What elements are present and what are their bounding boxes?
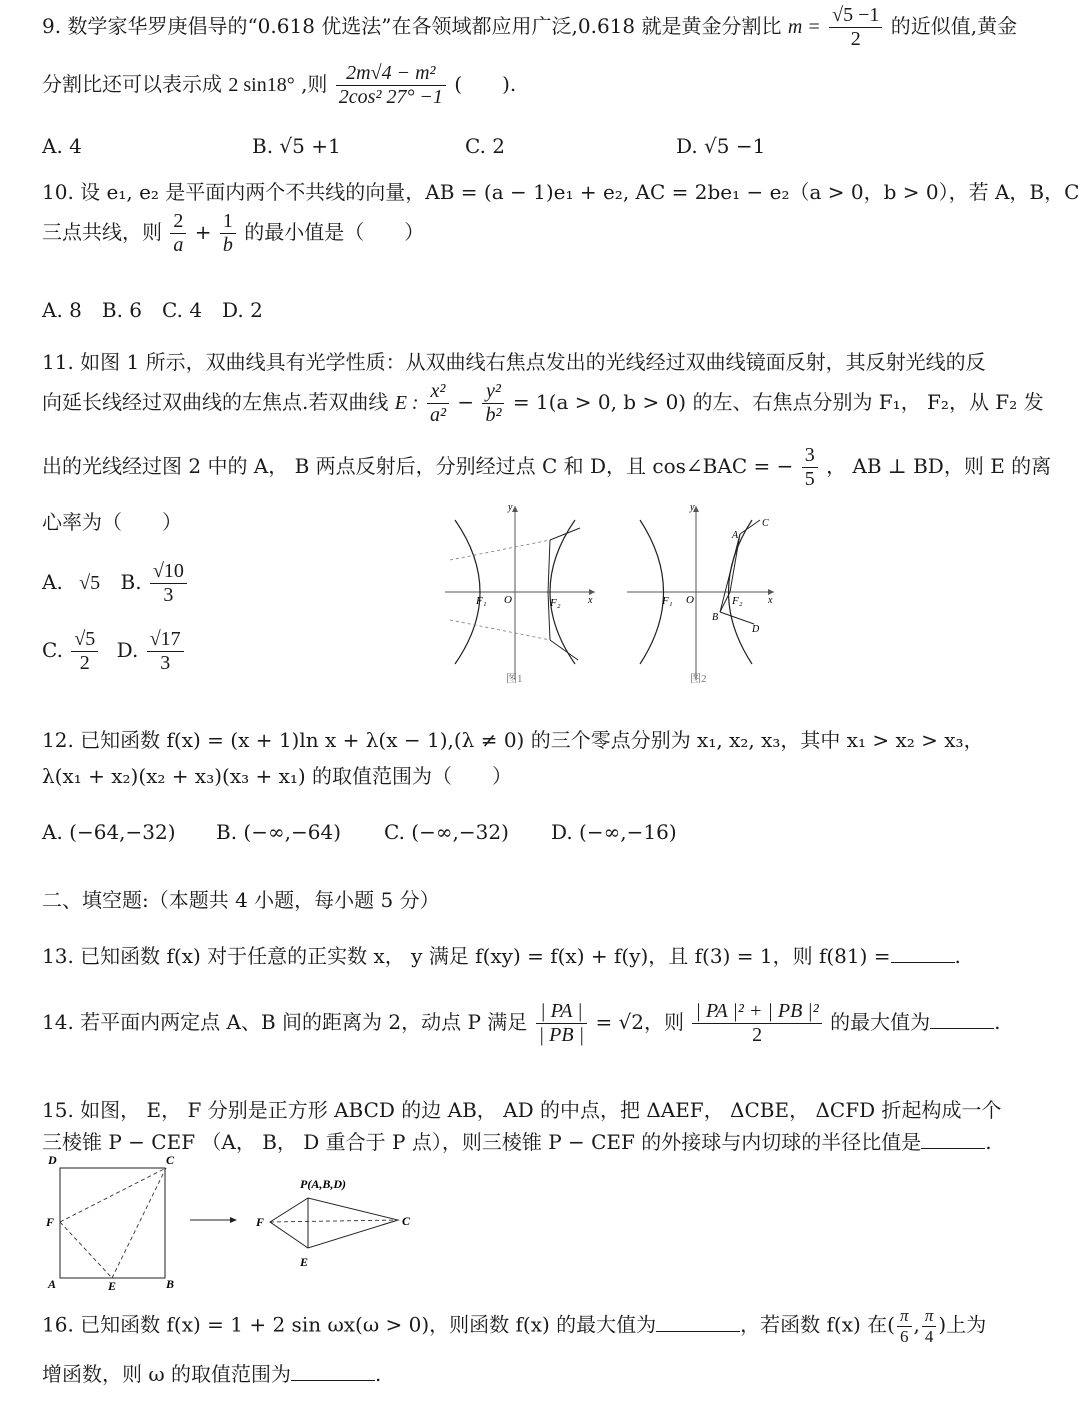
q16-frac2-den: 4 [924,1326,934,1346]
fig15-label-A: A [48,1277,57,1291]
q10-frac-b-den: b [222,234,233,256]
q11-optD-frac [147,628,184,675]
fig1-label-x: x [588,595,593,606]
q11-optD-den: 3 [160,652,171,674]
q14-frac2-num: | PA |² + | PB |² [692,1000,821,1024]
q10-options: A. 8 B. 6 C. 4 D. 2 [42,298,263,322]
q14-text-b: 的最大值为 [830,1010,931,1034]
fig15-label-B: B [166,1277,175,1291]
q11-frac2 [482,380,504,427]
q9-frac-den: 2 [850,28,861,50]
q11-option-ab [42,560,189,607]
fig15-arrow-icon [230,1217,237,1223]
q9-option-b: B. √5 +1 [252,134,341,158]
q14-answer-blank[interactable] [930,1028,994,1029]
q16-text: 16. 已知函数 f(x) = 1 + 2 sin ωx(ω > 0)，则函数 f(x) 的最大值为 [42,1312,657,1337]
q9-m-eq: m = [787,16,821,38]
fig2-ray-BD [720,612,754,624]
q16-frac1 [897,1306,912,1346]
q11-optC-label: C. [42,638,63,662]
q16-frac1-den: 6 [900,1326,909,1346]
q11-line2 [42,380,1044,427]
fig15-label-D: D [48,1153,57,1167]
fig15-line-FE [60,1222,112,1278]
q9-frac2-num: 2m√4 − m² [336,62,446,86]
q11-option-cd [42,628,186,675]
fig15-tetra-outline [270,1198,398,1248]
fig1-ray-1b [550,528,580,540]
q11-optA-val: √5 [79,572,101,594]
fig1-y-arrow-icon [512,506,518,512]
q10-text2b: 的最小值是（ ） [244,220,425,244]
fig2-ray-FA [730,534,740,592]
q11-line1: 11. 如图 1 所示，双曲线具有光学性质：从双曲线右焦点发出的光线经过双曲线镜面反射，其反射光线的反 [42,350,986,374]
q11-frac3-num: 3 [802,444,818,468]
q9-fraction [829,4,882,51]
q14-end: . [994,1010,1001,1034]
q11-figure2 [622,500,787,690]
fig2-label-A: A [732,530,739,541]
fig1-dashed-1 [450,540,550,560]
fig15-label-C2: C [402,1214,411,1228]
fig1-label-O: O [504,594,512,606]
fig15-label-E: E [108,1279,117,1293]
q16-text-c: )上为 [938,1312,987,1337]
fig15-label-E2: E [300,1255,309,1269]
q9-frac-num: √5 −1 [829,4,882,28]
q10-line2 [42,210,424,257]
q10-frac-a-den: a [173,234,184,256]
fig1-caption: 图1 [506,673,523,685]
q9-2sin: 2 sin18° [228,74,295,96]
q11-optC-den: 2 [79,652,90,674]
q10-line1: 10. 设 e₁, e₂ 是平面内两个不共线的向量，AB = (a − 1)e₁ + e₂, AC = 2be₁ − e₂（a > 0，b > 0），若 A，B，C [42,180,1080,204]
q13-end: . [954,944,961,968]
fig1-ray-2b [550,640,578,660]
fig2-caption: 图2 [690,673,707,685]
fig2-label-D: D [752,624,760,635]
q11-frac1-num: x² [427,380,449,404]
q11-frac3 [802,444,818,491]
q14-line [42,1000,1001,1047]
q11-text2b: = 1(a > 0, b > 0) 的左、右焦点分别为 F₁， F₂，从 F₂ 发 [512,390,1044,414]
q13-answer-blank[interactable] [891,962,955,963]
q12-line1: 12. 已知函数 f(x) = (x + 1)ln x + λ(x − 1),(λ ≠ 0) 的三个零点分别为 x₁, x₂, x₃，其中 x₁ > x₂ > x₃， [42,728,984,752]
fig2-label-B: B [712,612,719,623]
q11-optC-num: √5 [71,628,98,652]
q9-line1 [42,4,1017,51]
fig2-label-x: x [768,595,773,606]
q14-text: 14. 若平面内两定点 A、B 间的距离为 2，动点 P 满足 [42,1010,528,1034]
q14-eq: = √2，则 [595,1010,685,1034]
fig15-line-EC [112,1168,166,1278]
q16-answer-blank-1[interactable] [656,1331,740,1332]
q11-optB-num: √10 [150,560,187,584]
fig1-label-F1: F₁ [476,595,487,607]
q11-line3 [42,444,1051,491]
q11-frac2-num: y² [482,380,504,404]
q11-frac1 [427,380,449,427]
q11-E: E : [394,392,419,414]
q9-frac2-den: 2cos² 27° −1 [338,86,443,108]
q16-line2 [42,1358,381,1387]
q10-frac-b [220,210,236,257]
q16-answer-blank-2[interactable] [291,1380,375,1381]
q12-line2: λ(x₁ + x₂)(x₂ + x₃)(x₃ + x₁) 的取值范围为（ ） [42,764,513,788]
q11-frac3-den: 5 [804,468,815,490]
q10-frac-a-num: 2 [170,210,186,234]
q10-frac-a [170,210,186,257]
fig15-label-F: F [46,1215,55,1229]
q12-option-a: A. (−64,−32) [42,820,176,844]
q14-frac1 [536,1000,587,1047]
q10-text2: 三点共线，则 [42,220,162,244]
q16-frac2 [922,1306,937,1346]
q11-optB-den: 3 [163,584,174,606]
q11-frac1-den: a² [429,404,446,426]
q10-plus: + [194,220,212,244]
q9-line2 [42,62,516,109]
q11-optB-label: B. [120,570,142,594]
fig2-label-F2: F₂ [732,595,743,607]
q14-frac2-den: 2 [752,1024,763,1046]
fig15-square [60,1168,165,1278]
fig1-label-y: y [508,502,513,513]
fig1-label-F2: F₂ [550,597,561,609]
q9-fraction2 [336,62,446,109]
q11-figure1 [440,500,610,690]
fig15-label-P: P(A,B,D) [300,1177,346,1191]
fig15-tetra-FC [270,1220,398,1222]
fig2-label-C: C [762,518,769,529]
q9-option-c: C. 2 [465,134,506,158]
q12-option-d: D. (−∞,−16) [551,820,677,844]
q15-line1: 15. 如图， E， F 分别是正方形 ABCD 的边 AB， AD 的中点，把 ΔAEF， ΔCBE， ΔCFD 折起构成一个 [42,1098,1002,1122]
q11-text2: 向延长线经过双曲线的左焦点.若双曲线 [42,390,389,414]
q12-option-c: C. (−∞,−32) [384,820,509,844]
q16-text-b: ，若函数 f(x) 在( [740,1312,895,1337]
q11-optC-frac [71,628,98,675]
q14-frac2 [692,1000,821,1047]
q12-option-b: B. (−∞,−64) [216,820,341,844]
q9-text2: 分割比还可以表示成 [42,72,222,96]
q13-text: 13. 已知函数 f(x) 对于任意的正实数 x， y 满足 f(xy) = f(x) + f(y)，且 f(3) = 1，则 f(81) = [42,944,891,968]
section2-title: 二、填空题:（本题共 4 小题，每小题 5 分） [42,888,440,912]
q11-text3b: ， AB ⊥ BD，则 E 的离 [826,454,1052,478]
q11-frac2-den: b² [485,404,502,426]
fig15-label-F2: F [256,1215,265,1229]
q10-frac-b-num: 1 [220,210,236,234]
q16-frac2-num: π [922,1306,937,1327]
q9-option-d: D. √5 −1 [676,134,766,158]
q16-end: . [375,1362,382,1386]
q11-optB-frac [150,560,187,607]
q14-frac1-num: | PA | [536,1000,587,1024]
q11-optD-num: √17 [147,628,184,652]
q9-comma: ,则 [301,72,328,96]
q15-answer-blank[interactable] [921,1148,985,1149]
fig2-label-y: y [690,502,695,513]
q13-line [42,940,961,969]
q9-text-b: 的近似值,黄金 [890,14,1018,38]
q16-line1: 16. 已知函数 f(x) = 1 + 2 sin ωx(ω > 0)，则函数 f(x) 的最大值为 ，若函数 f(x) 在( $\frac{\pi}{6}$ , $\frac{\pi}{4}$ )上为 [42,1306,987,1346]
fig2-label-O: O [686,594,694,606]
q16-text2: 增函数，则 ω 的取值范围为 [42,1362,292,1386]
fig2-label-F1: F₁ [662,595,673,607]
fig15-line-FC [60,1168,166,1222]
q11-optD-label: D. [116,638,139,662]
q11-line4: 心率为（ ） [42,510,182,534]
q9-text: 9. 数学家华罗庚倡导的“0.618 优选法”在各领域都应用广泛,0.618 就是黄金分割比 [42,14,782,38]
q9-paren: ( ). [454,72,517,96]
fig1-dashed-2 [450,620,550,640]
q16-frac1-num: π [897,1306,912,1327]
q11-text3: 出的光线经过图 2 中的 A， B 两点反射后，分别经过点 C 和 D，且 cos∠BAC = − [42,454,794,478]
q9-option-a: A. 4 [42,134,82,158]
q11-optA-label: A. [42,570,63,594]
q11-minus: − [457,390,475,414]
q14-frac1-den: | PB | [538,1024,585,1046]
fig15-label-C: C [166,1153,175,1167]
q15-end: . [985,1130,992,1154]
q15-figure [40,1150,440,1295]
q15-text2: 三棱锥 P − CEF （A， B， D 重合于 P 点），则三棱锥 P − CEF 的外接球与内切球的半径比值是 [42,1130,922,1154]
